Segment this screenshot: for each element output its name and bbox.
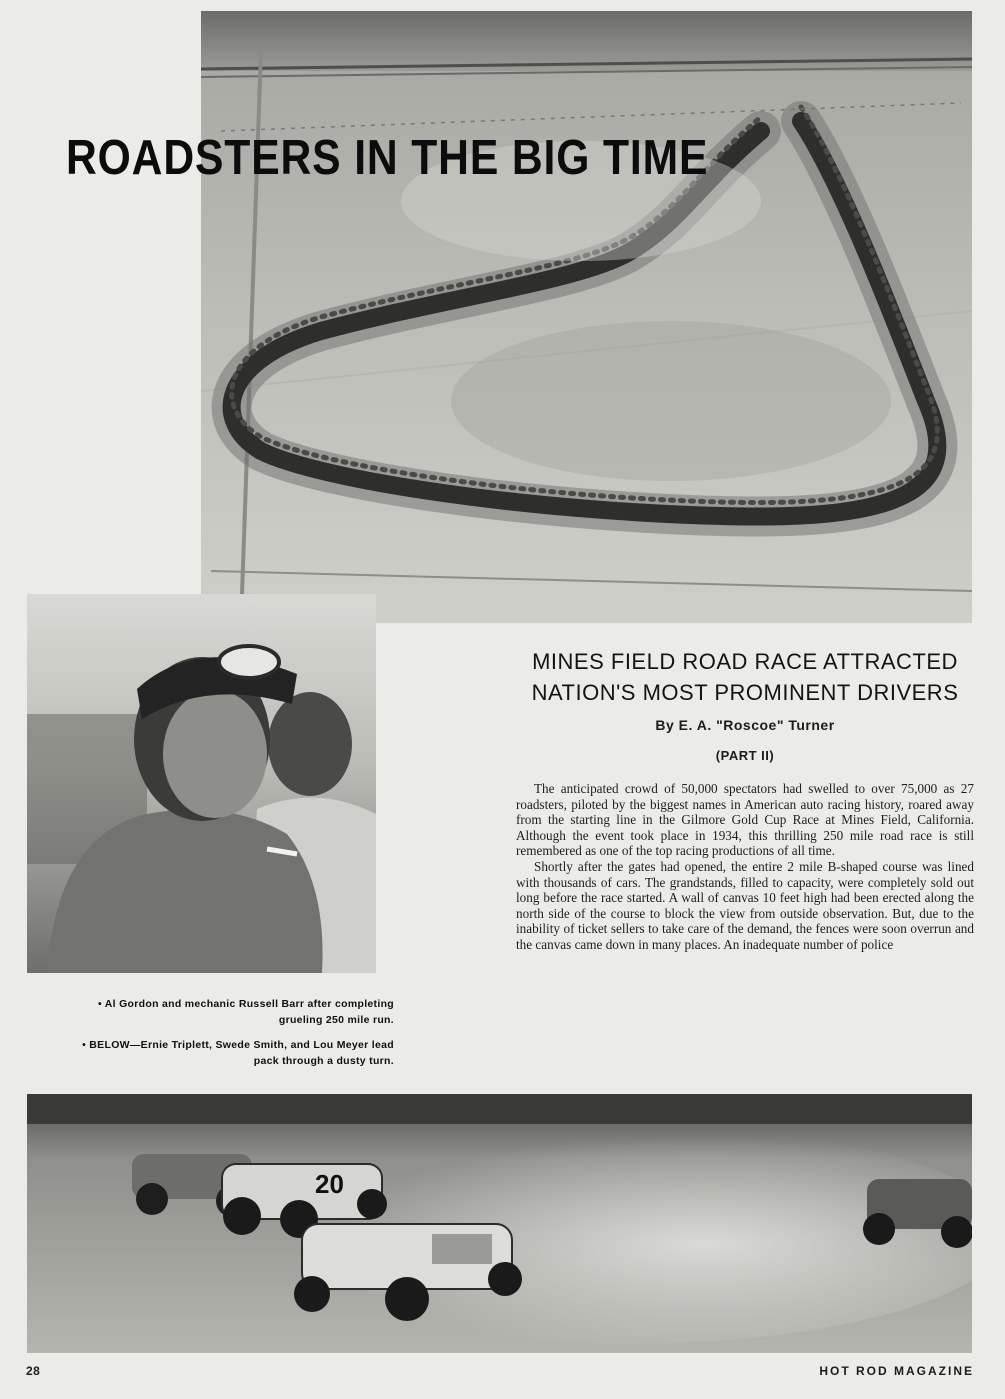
driver-portrait-photo	[27, 594, 376, 973]
magazine-name: HOT ROD MAGAZINE	[819, 1364, 974, 1378]
article-paragraph: The anticipated crowd of 50,000 spectators had swelled to over 75,000 as 27 roadsters, piloted by the biggest names in American auto racing history, roared away from the starting line in the Gilmore Gold Cup Race at Mines Field, California. Although the event took place in 1934, this thrilling 250 mile road race is still remembered as one of the top racing productions of all time.	[516, 781, 974, 859]
article-paragraph: Shortly after the gates had opened, the entire 2 mile B-shaped course was lined with thousands of cars. The grandstands, filled to capacity, were completely sold out long before the race started. A wall of canvas 10 feet high had been erected along the north side of the course to block the view from outside observation. But, due to the inability of ticket sellers to take care of the demand, the fences were soon overrun and the canvas came down in many places. An inadequate number of police	[516, 858, 974, 952]
roadsters-race-photo	[27, 1094, 972, 1353]
part-label: (PART II)	[715, 748, 775, 763]
subhead-line-2: NATION'S MOST PROMINENT DRIVERS	[531, 680, 959, 705]
byline: By E. A. "Roscoe" Turner	[655, 717, 835, 733]
race-photo-caption: • BELOW—Ernie Triplett, Swede Smith, and Lou Meyer lead pack through a dusty turn.	[82, 1039, 394, 1067]
car-number: 20	[315, 1169, 344, 1199]
aerial-track-photo	[201, 11, 972, 623]
portrait-caption: • Al Gordon and mechanic Russell Barr after completing grueling 250 mile run.	[97, 998, 394, 1026]
subhead-line-1: MINES FIELD ROAD RACE ATTRACTED	[532, 649, 958, 674]
page-number: 28	[26, 1364, 41, 1378]
article-body	[516, 781, 974, 1069]
headline: ROADSTERS IN THE BIG TIME	[66, 131, 709, 185]
article-subhead	[498, 646, 992, 708]
